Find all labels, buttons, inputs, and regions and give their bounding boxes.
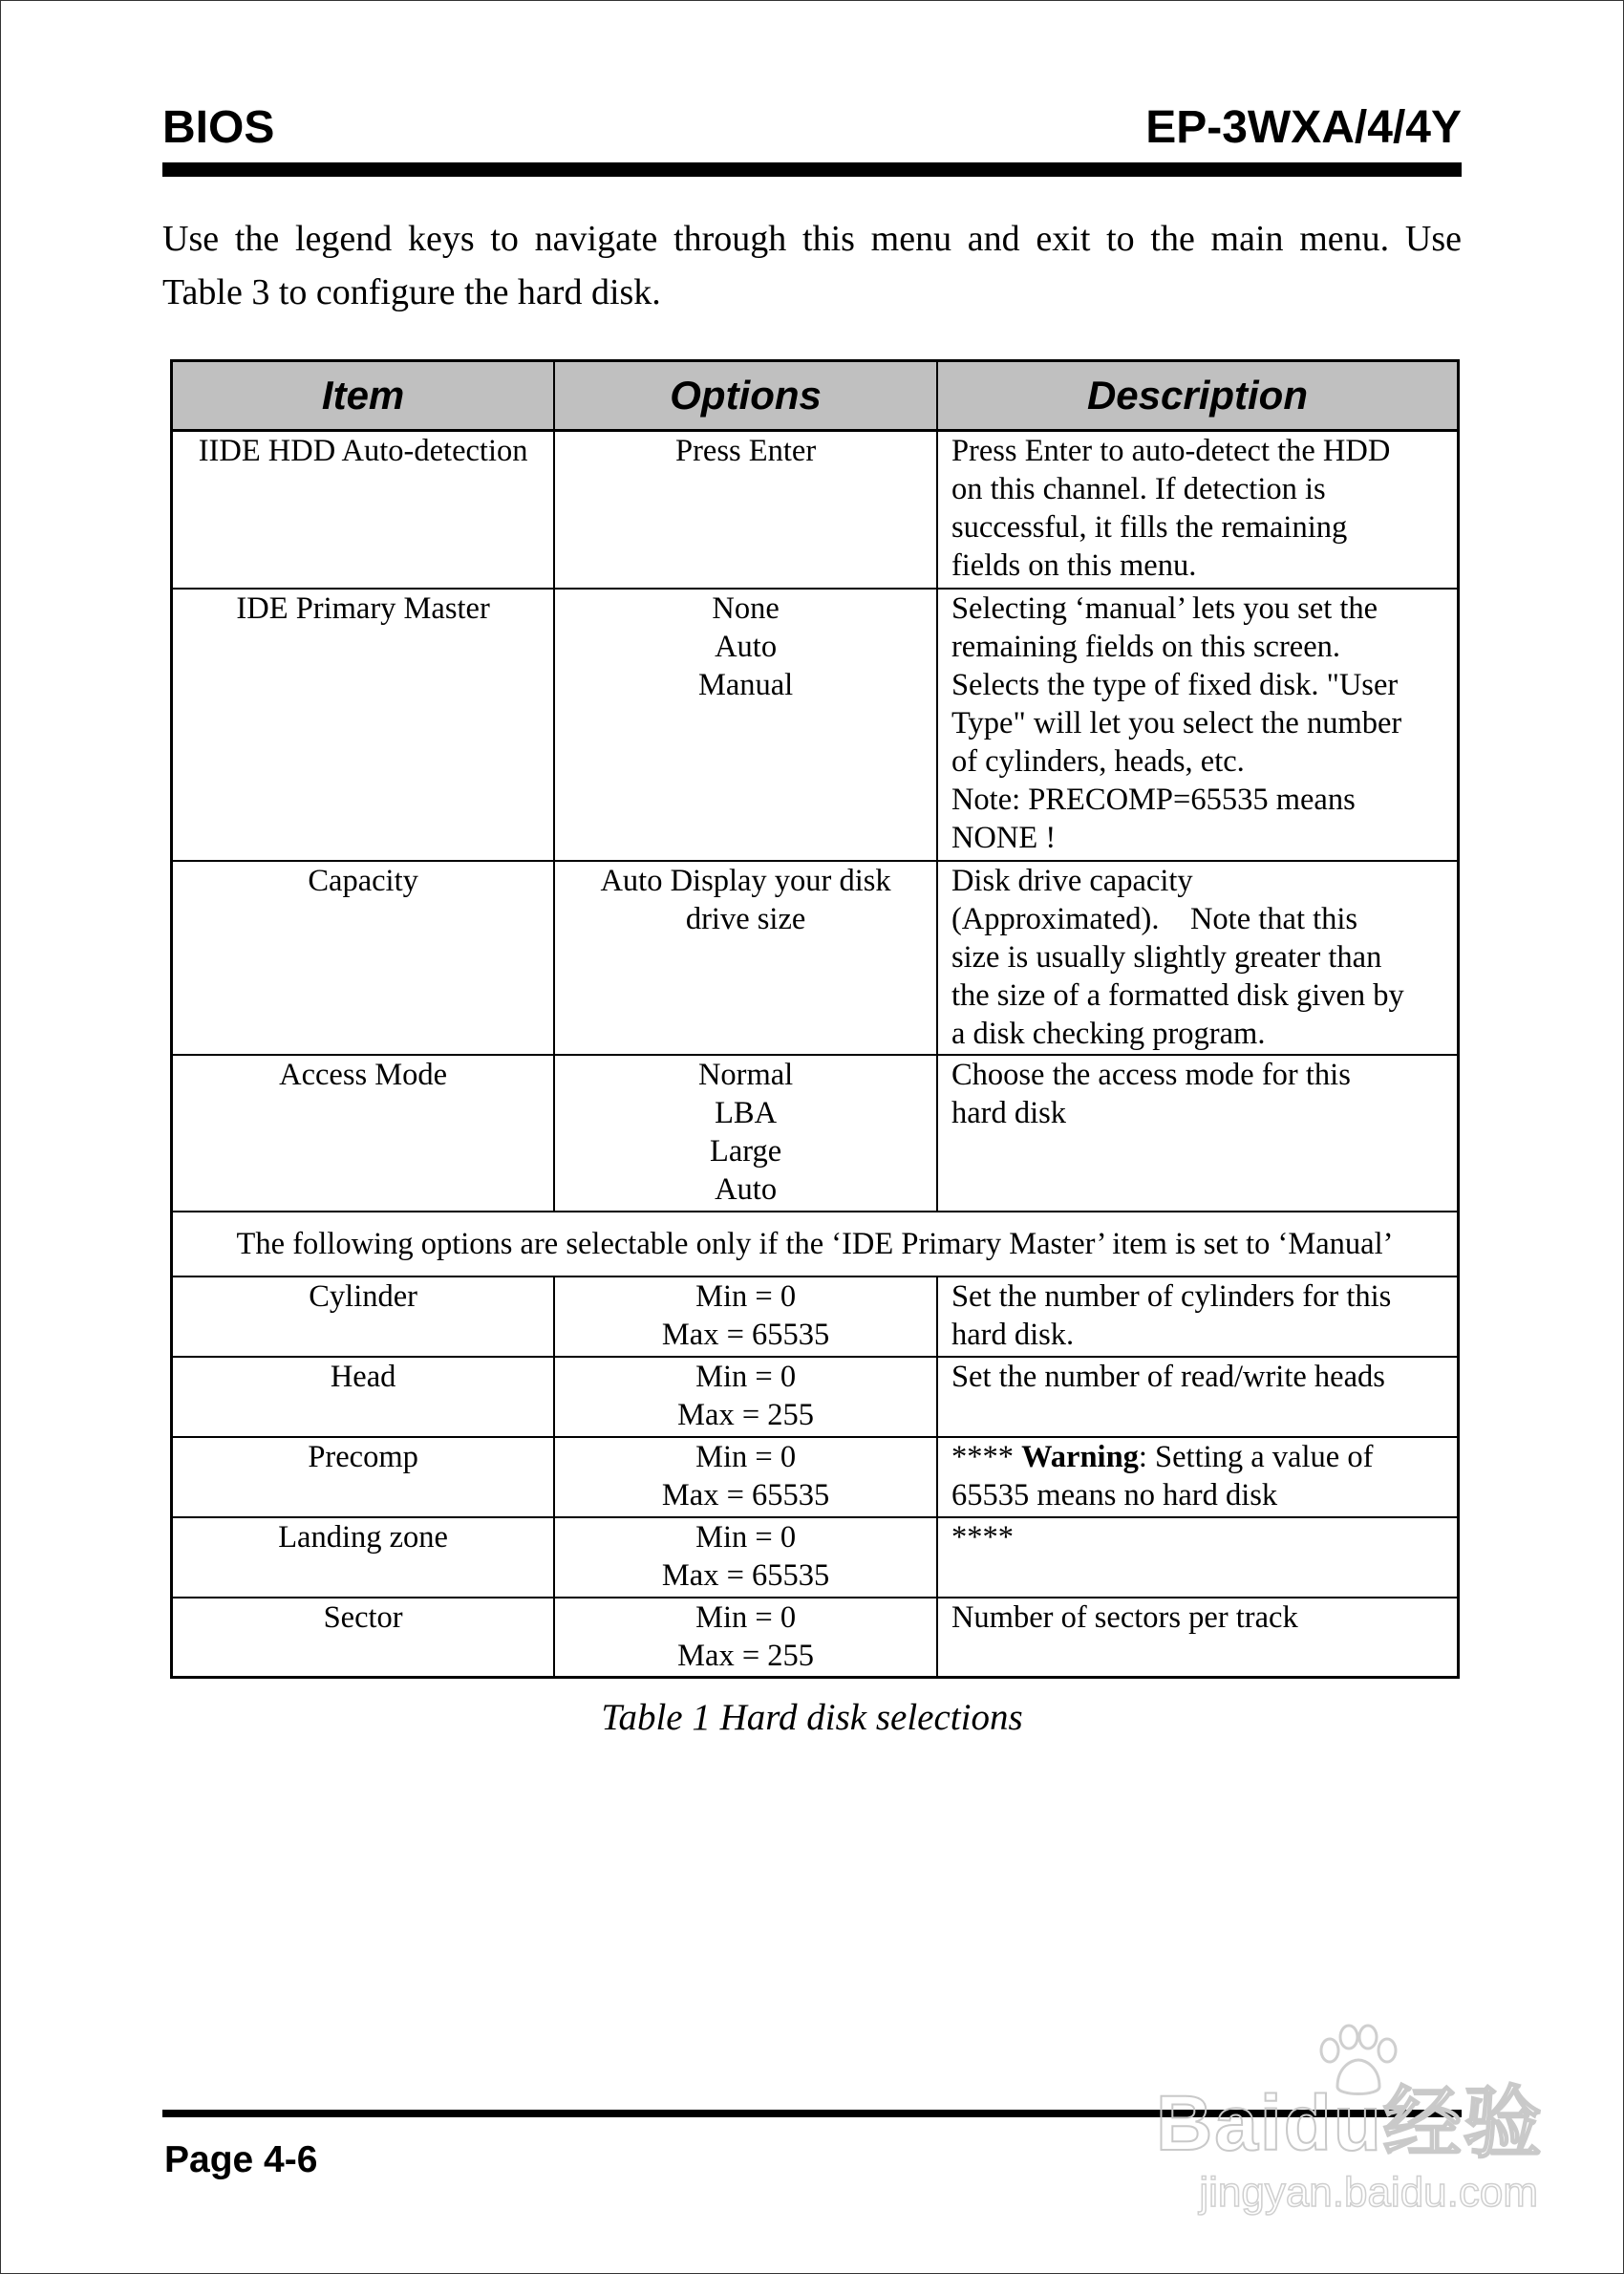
description-line: remaining fields on this screen. [951, 629, 1340, 664]
description-cell [937, 1517, 1459, 1598]
table-row [172, 1357, 1459, 1437]
description-line: 65535 means no hard disk [951, 1477, 1278, 1512]
description-cell [937, 1437, 1459, 1517]
table-row [172, 1055, 1459, 1212]
options-cell [554, 1598, 937, 1678]
table-note-row [172, 1212, 1459, 1276]
option-value: Min = 0 [695, 1359, 797, 1394]
options-cell [554, 1437, 937, 1517]
item-label: IDE Primary Master [236, 590, 490, 626]
table-row [172, 861, 1459, 1055]
column-header-description: Description [937, 361, 1459, 431]
intro-paragraph-line-2: Table 3 to configure the hard disk. [162, 272, 661, 312]
table-row [172, 1517, 1459, 1598]
item-cell [172, 1357, 555, 1437]
description-cell [937, 431, 1459, 589]
item-label: Head [330, 1359, 396, 1394]
description-line: a disk checking program. [951, 1016, 1266, 1051]
option-value: Max = 65535 [661, 1317, 830, 1352]
header-left-title: BIOS [162, 102, 275, 153]
option-value: Press Enter [675, 434, 817, 468]
item-label: Sector [323, 1599, 403, 1635]
table-row [172, 1276, 1459, 1357]
option-value: Max = 65535 [661, 1477, 830, 1512]
option-value: Max = 255 [677, 1638, 815, 1673]
table-header-row [172, 361, 1459, 431]
option-value: Manual [697, 667, 794, 702]
option-value: Min = 0 [695, 1599, 797, 1635]
description-line: Number of sectors per track [951, 1599, 1298, 1635]
item-label: Capacity [308, 863, 418, 898]
option-value: Min = 0 [695, 1519, 797, 1555]
option-value: Auto Display your disk [600, 863, 891, 898]
warning-stars: **** [951, 1439, 1022, 1474]
item-cell [172, 1437, 555, 1517]
description-line: Note: PRECOMP=65535 means [951, 782, 1356, 817]
option-value: drive size [685, 901, 806, 936]
option-value: LBA [715, 1095, 778, 1130]
item-label: IIDE HDD Auto-detection [198, 434, 528, 468]
description-cell [937, 1357, 1459, 1437]
description-line: Disk drive capacity [951, 863, 1193, 898]
watermark-url: jingyan.baidu.com [1199, 2169, 1538, 2216]
option-value: Min = 0 [695, 1439, 797, 1474]
option-value: Auto [715, 1171, 778, 1207]
options-cell [554, 1276, 937, 1357]
description-line: Set the number of cylinders for this [951, 1278, 1392, 1314]
description-line: hard disk [951, 1095, 1067, 1130]
description-line: successful, it fills the remaining [951, 510, 1348, 545]
warning-label: Warning [1021, 1439, 1139, 1474]
option-value: Auto [715, 629, 778, 664]
option-value: Min = 0 [695, 1278, 797, 1314]
item-cell [172, 589, 555, 861]
option-value: Normal [697, 1057, 794, 1092]
item-label: Cylinder [309, 1278, 417, 1314]
table-row [172, 1437, 1459, 1517]
description-cell [937, 589, 1459, 861]
table-row [172, 589, 1459, 861]
option-value: None [712, 590, 780, 626]
description-line: NONE ! [951, 820, 1057, 855]
item-cell [172, 431, 555, 589]
page-number: Page 4-6 [164, 2139, 318, 2180]
options-cell [554, 589, 937, 861]
description-line: hard disk. [951, 1317, 1075, 1352]
description-line: Choose the access mode for this [951, 1057, 1351, 1092]
item-cell [172, 1517, 555, 1598]
description-line: of cylinders, heads, etc. [951, 743, 1245, 779]
description-line: **** [951, 1519, 1014, 1555]
description-line: Selects the type of fixed disk. "User [951, 667, 1399, 702]
table-caption: Table 1 Hard disk selections [601, 1697, 1023, 1738]
option-value: Max = 65535 [661, 1557, 830, 1593]
watermark-brand: Baidu经验 [1156, 2080, 1544, 2167]
warning-line [951, 1438, 1443, 1476]
warning-text: : Setting a value of [1138, 1439, 1374, 1474]
table-row [172, 431, 1459, 589]
description-line: fields on this menu. [951, 548, 1197, 583]
table-row [172, 1598, 1459, 1678]
description-cell [937, 1598, 1459, 1678]
description-line: size is usually slightly greater than [951, 939, 1382, 975]
item-cell [172, 1598, 555, 1678]
item-cell [172, 861, 555, 1055]
description-cell [937, 1276, 1459, 1357]
option-value: Max = 255 [677, 1397, 815, 1432]
item-label: Precomp [308, 1439, 418, 1474]
item-cell [172, 1276, 555, 1357]
options-cell [554, 431, 937, 589]
options-cell [554, 1055, 937, 1212]
description-line: Type" will let you select the number [951, 705, 1402, 740]
description-cell [937, 1055, 1459, 1212]
option-value: Large [709, 1133, 782, 1169]
options-cell [554, 861, 937, 1055]
manual-only-note: The following options are selectable only if the ‘IDE Primary Master’ item is set to ‘Manual’ [172, 1212, 1459, 1276]
description-line: the size of a formatted disk given by [951, 977, 1404, 1013]
item-cell [172, 1055, 555, 1212]
column-header-item: Item [172, 361, 555, 431]
description-line: Set the number of read/write heads [951, 1359, 1385, 1394]
options-cell [554, 1357, 937, 1437]
column-header-options: Options [554, 361, 937, 431]
description-line: (Approximated). Note that this [951, 901, 1358, 936]
header-right-model: EP-3WXA/4/4Y [1145, 102, 1462, 153]
intro-paragraph-line-1: Use the legend keys to navigate through this menu and exit to the main menu. Use [162, 219, 1462, 259]
item-label: Landing zone [278, 1519, 448, 1555]
description-line: Selecting ‘manual’ lets you set the [951, 590, 1378, 626]
baidu-watermark [1108, 2024, 1544, 2216]
description-line: Press Enter to auto-detect the HDD [951, 434, 1391, 468]
description-line: on this channel. If detection is [951, 472, 1326, 506]
header-rule [162, 162, 1462, 177]
hard-disk-table [170, 359, 1460, 1679]
description-cell [937, 861, 1459, 1055]
item-label: Access Mode [279, 1057, 448, 1092]
options-cell [554, 1517, 937, 1598]
